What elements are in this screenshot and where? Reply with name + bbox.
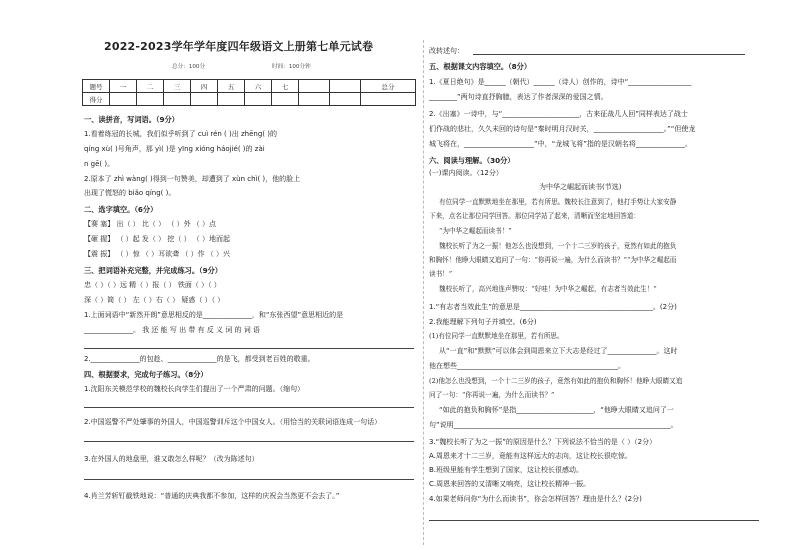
question-text: 【砸 握】 （ ）起 发（ ） 挖（ ） （ ）地而起 [84, 235, 231, 243]
passage-text: 下来，点名让那位同学回答。那位同学站了起来，清晰而坚定地回答道： [429, 212, 640, 220]
question-text: 1.上面词语中“新然开朗”意思相反的是______________，和“东张西望”意思相近的是 [84, 311, 344, 319]
score-table-header-row [83, 80, 416, 93]
score-row-label: 得分 [83, 93, 110, 106]
question-text: (1)有位同学一直默默地坐在那里，若有所思。 [429, 332, 564, 340]
question-text: 【赛 塞】 出（ ） 比（ ） （ ）外 （ ）点 [84, 220, 217, 228]
total-score: 总分：100分 [172, 64, 206, 70]
question-text: 2.《出塞》一诗中，与“______________________，古来征战几人回”同样表达了战士 [429, 110, 688, 118]
score-input[interactable] [110, 93, 137, 106]
question-text: 出现了慌怒的 biǎo qíng( )。 [84, 189, 176, 197]
score-cell [299, 80, 330, 93]
question-text: 3.在外国人的地盘里，谁又敢怎么样呢？（改为陈述句） [84, 455, 259, 463]
passage-text: 魏校长听了，高兴地连声赞叹：“好哇！为中华之崛起，有志者当效此生！” [439, 285, 657, 293]
question-text: 问了一句：“你再说一遍，为什么而读书？” [429, 391, 555, 399]
score-cell: 四 [191, 80, 218, 93]
score-input[interactable] [272, 93, 299, 106]
score-cell: 总分 [361, 80, 416, 93]
answer-line[interactable] [84, 441, 414, 442]
score-input[interactable] [245, 93, 272, 106]
score-input[interactable] [164, 93, 191, 106]
score-table [82, 79, 416, 106]
score-cell: 七 [272, 80, 299, 93]
subsection-title: (一)课内阅读。（12分） [429, 169, 503, 177]
section-3-title: 三、把词语补充完整，并完成练习。（9分） [84, 266, 222, 275]
question-text: 忠（ ）（ ）远 精（ ）报（ ） 铁面（ ）（ ） [84, 281, 221, 289]
question-text: 3.“魏校长听了为之一振”的原因是什么？下列说法不恰当的是（ ）（2分） [429, 438, 657, 446]
score-input[interactable] [191, 93, 218, 106]
passage-text: 和胸怀！他睁大眼睛又追问了一句：“你再说一遍，为什么而读书？”“为中华之崛起而 [429, 256, 677, 264]
score-input[interactable] [361, 93, 416, 106]
score-cell: 二 [137, 80, 164, 93]
answer-line[interactable] [84, 479, 414, 480]
exam-title: 2022-2023学年学年度四年级语文上册第七单元试卷 [104, 40, 374, 53]
section-4-title: 四、根据要求，完成句子练习。（8分） [84, 370, 208, 379]
option-a: A.周恩来才十二三岁，竟能有这样远大的志向，这让校长很吃惊。 [429, 452, 632, 460]
question-text: 1.沈阳东关模范学校的魏校长向学生们提出了一个严肃的问题。（缩句） [84, 385, 305, 393]
question-text: 1.看着练冠的长城，我们似乎听到了 cuì rén ( )出 zhēng( )的 [84, 130, 277, 138]
score-cell: 一 [110, 80, 137, 93]
score-input[interactable] [218, 93, 245, 106]
question-text: 4.如果老师问你“为什么而读书”，你会怎样回答？理由是什么？(2分) [429, 495, 642, 503]
answer-line[interactable] [84, 348, 414, 349]
passage-text: “为中华之崛起而读书！” [439, 227, 512, 235]
passage-text: 魏校长听了为之一振！他怎么也没想到，一个十二三岁的孩子，竟然有如此的抱负 [439, 242, 677, 250]
question-text: 们作战的悲壮，久久未回的诗句是“秦时明月汉时关，____________________。”“但使龙 [429, 125, 696, 133]
score-cell: 六 [245, 80, 272, 93]
score-cell: 三 [164, 80, 191, 93]
question-text: 改转述句： [429, 47, 464, 55]
score-input[interactable] [137, 93, 164, 106]
answer-line[interactable] [473, 54, 745, 55]
question-text: 2.原本了 zhì wàng( )得到一句赞美，却遭到了 xùn chì( )，他的脸上 [84, 175, 301, 183]
time-limit: 时间：100分钟 [272, 64, 311, 70]
question-text: 深（ ）简（ ） 左（ ）右（ ） 疑惑（ ）（ ） [84, 296, 225, 304]
question-text: “如此的抱负和胸怀”是指______________________，“他睁大眼睛又追问了一 [439, 406, 674, 414]
question-text: 1.《夏日绝句》是______（朝代）______（诗人）创作的，诗中“__________________ [429, 78, 692, 86]
question-text: (2)他怎么也没想到，一个十二三岁的孩子，竟然有如此的抱负和胸怀！他睁大眼睛又追 [429, 377, 683, 385]
score-cell [330, 80, 361, 93]
question-text: 1.“有志者当效此生”的意思是______________________________________。(2分) [429, 303, 677, 311]
question-text: 他在想些______________________________________________。 [429, 362, 625, 370]
question-text: 4.肖兰芳斩钉截铁地说：“普通的庆典我都不参加，这样的庆祝会当然更不会去了。” [84, 492, 340, 500]
question-text: 【震 振】 （ ）惊 （ ）耳欲聋 （ ）作 （ ）兴 [84, 250, 231, 258]
section-6-title: 六、阅读与理解。（30分） [429, 156, 515, 165]
question-text: 从“一直”和“默默”可以体会到周恩来立下大志是经过了______________。这时 [439, 347, 678, 355]
question-text: 2.中国巡警不严处肇事的外国人，中国巡警训斥这个中国女人。（用恰当的关联词语连成一句话） [84, 418, 382, 426]
question-text: ________”两句诗直抒胸臆，表达了作者深深的爱国之情。 [429, 93, 608, 101]
answer-line[interactable] [84, 407, 414, 408]
passage-text: 读书！” [429, 270, 453, 278]
question-text: ______________。 我 还 能 写 出 带 有 反 义 词 的 词 语 [84, 326, 260, 334]
question-text: n gē( )。 [84, 160, 115, 168]
passage-title: 为中华之崛起而读书(节选) [539, 183, 622, 191]
question-text: qíng xù( )号角声，那 yì( )是 yīng xióng háojié( )的 zài [84, 145, 265, 153]
section-1-title: 一、读拼音，写词语。（9分） [84, 115, 179, 124]
score-cell: 五 [218, 80, 245, 93]
question-text: 句”说明______________________________________________________________。 [429, 421, 678, 429]
score-input[interactable] [299, 93, 330, 106]
score-cell: 题号 [83, 80, 110, 93]
answer-line[interactable] [429, 520, 759, 521]
option-c: C.周恩来回答的又清晰又响亮，这让校长精神一振。 [429, 480, 591, 488]
score-input[interactable] [330, 93, 361, 106]
question-text: 2.我能理解下列句子并填空。(6分) [429, 318, 537, 326]
passage-text: 有位同学一直默默地坐在那里，若有所思。魏校长注意到了，他打手势让大家安静 [439, 198, 677, 206]
column-divider [423, 40, 424, 545]
section-5-title: 五、根据课文内容填空。（8分） [429, 62, 532, 71]
score-table-score-row [83, 93, 416, 106]
option-b: B.班级里能有学生想到了国家，这让校长很感动。 [429, 466, 584, 474]
section-2-title: 二、选字填空。（6分） [84, 205, 158, 214]
question-text: 2.______________的包趁、______________的是飞，都受到老百姓的敬重。 [84, 355, 315, 363]
question-text: 城飞将在，____________________”中，“龙城飞将”指的是汉朝名将______________。 [429, 140, 692, 148]
